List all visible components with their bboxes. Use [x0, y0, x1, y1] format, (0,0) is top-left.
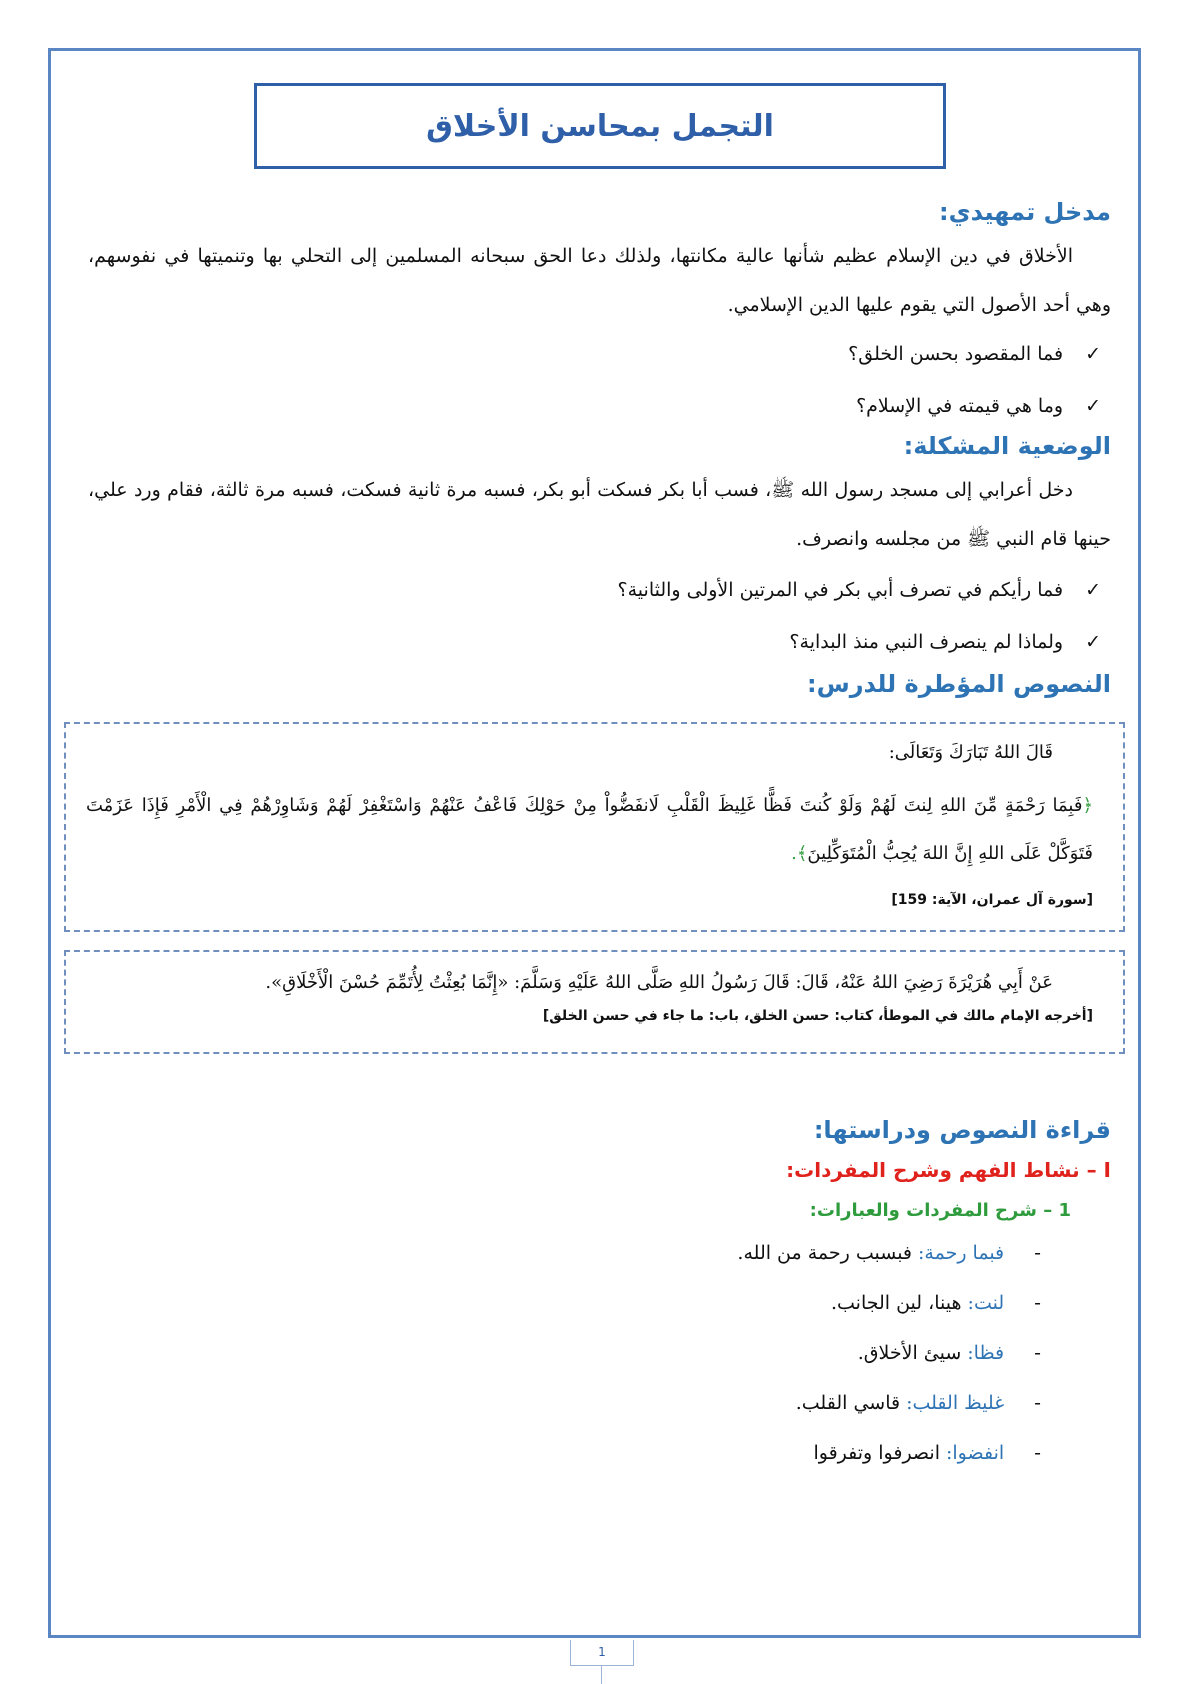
- list-item: ✓ فما المقصود بحسن الخلق؟: [848, 343, 1101, 365]
- intro-paragraph: الأخلاق في دين الإسلام عظيم شأنها عالية مكانتها، ولذلك دعا الحق سبحانه المسلمين إلى التحلي بها وتنميتها في نفوسهم، وهي أحد الأصول التي يقوم عليها الدين الإسلامي.: [88, 245, 1111, 316]
- list-item: ✓ فما رأيكم في تصرف أبي بكر في المرتين الأولى والثانية؟: [617, 579, 1101, 601]
- check-icon: ✓: [1085, 631, 1101, 653]
- list-item: - لنت: هينا، لين الجانب.: [830, 1292, 1041, 1314]
- check-icon: ✓: [1085, 343, 1101, 365]
- check-icon: ✓: [1085, 395, 1101, 417]
- vocab-list: [737, 1228, 1041, 1478]
- page-number: 1: [570, 1640, 634, 1666]
- hadith-reference: [أخرجه الإمام مالك في الموطأ، كتاب: حسن الخلق، باب: ما جاء في حسن الخلق]: [542, 1008, 1093, 1024]
- hadith-text: عَنْ أَبِي هُرَيْرَةَ رَضِيَ اللهُ عَنْهُ، قَالَ: قَالَ رَسُولُ اللهِ صَلَّى اللهُ عَلَيْهِ وَسَلَّمَ: «إِنَّمَا بُعِثْتُ لِأُتَمِّمَ حُسْنَ الْأَخْلَاقِ».: [265, 972, 1053, 993]
- page-title: التجمل بمحاسن الأخلاق: [426, 108, 774, 144]
- problem-questions: [618, 564, 1101, 668]
- check-icon: ✓: [1085, 579, 1101, 601]
- hadith-box: [64, 950, 1125, 1054]
- texts-heading: النصوص المؤطرة للدرس:: [806, 670, 1111, 698]
- list-item: - فبما رحمة: فبسبب رحمة من الله.: [737, 1242, 1041, 1264]
- page-number-line: [601, 1666, 602, 1684]
- quran-reference: [سورة آل عمران، الآية: 159]: [891, 892, 1093, 908]
- list-item: ✓ ولماذا لم ينصرف النبي منذ البداية؟: [789, 631, 1101, 653]
- list-item: ✓ وما هي قيمته في الإسلام؟: [856, 395, 1101, 417]
- page-content: [48, 48, 1141, 1638]
- quran-verse: ﴿فَبِمَا رَحْمَةٍ مِّنَ اللهِ لِنتَ لَهُمْ وَلَوْ كُنتَ فَظًّا غَلِيظَ الْقَلْبِ لَانفَضُّواْ مِنْ حَوْلِكَ فَاعْفُ عَنْهُمْ وَاسْتَغْفِرْ لَهُمْ وَشَاوِرْهُمْ فِي الْأَمْرِ فَإِذَا عَزَمْتَ فَتَوَكَّلْ عَلَى اللهِ إِنَّ اللهَ يُحِبُّ الْمُتَوَكِّلِينَ﴾.: [86, 795, 1093, 864]
- list-item: - فظا: سيئ الأخلاق.: [857, 1342, 1041, 1364]
- intro-questions: [848, 328, 1101, 432]
- list-item: - انفضوا: انصرفوا وتفرقوا: [813, 1442, 1041, 1464]
- vocab-heading: 1 – شرح المفردات والعبارات:: [809, 1200, 1071, 1221]
- list-item: - غليظ القلب: قاسي القلب.: [795, 1392, 1041, 1414]
- reading-heading: قراءة النصوص ودراستها:: [813, 1116, 1111, 1144]
- problem-heading: الوضعية المشكلة:: [903, 432, 1111, 460]
- problem-paragraph: دخل أعرابي إلى مسجد رسول الله ﷺ، فسب أبا بكر فسكت أبو بكر، فسبه مرة ثانية فسكت، فسبه مرة ثالثة، فقام ورد علي، حينها قام النبي ﷺ من مجلسه وانصرف.: [88, 479, 1111, 550]
- activity-heading: I – نشاط الفهم وشرح المفردات:: [786, 1158, 1111, 1182]
- quran-box: [64, 722, 1125, 932]
- quran-intro: قَالَ اللهُ تَبَارَكَ وَتَعَالَى:: [888, 742, 1053, 763]
- intro-heading: مدخل تمهيدي:: [939, 198, 1111, 226]
- title-box: [254, 83, 946, 169]
